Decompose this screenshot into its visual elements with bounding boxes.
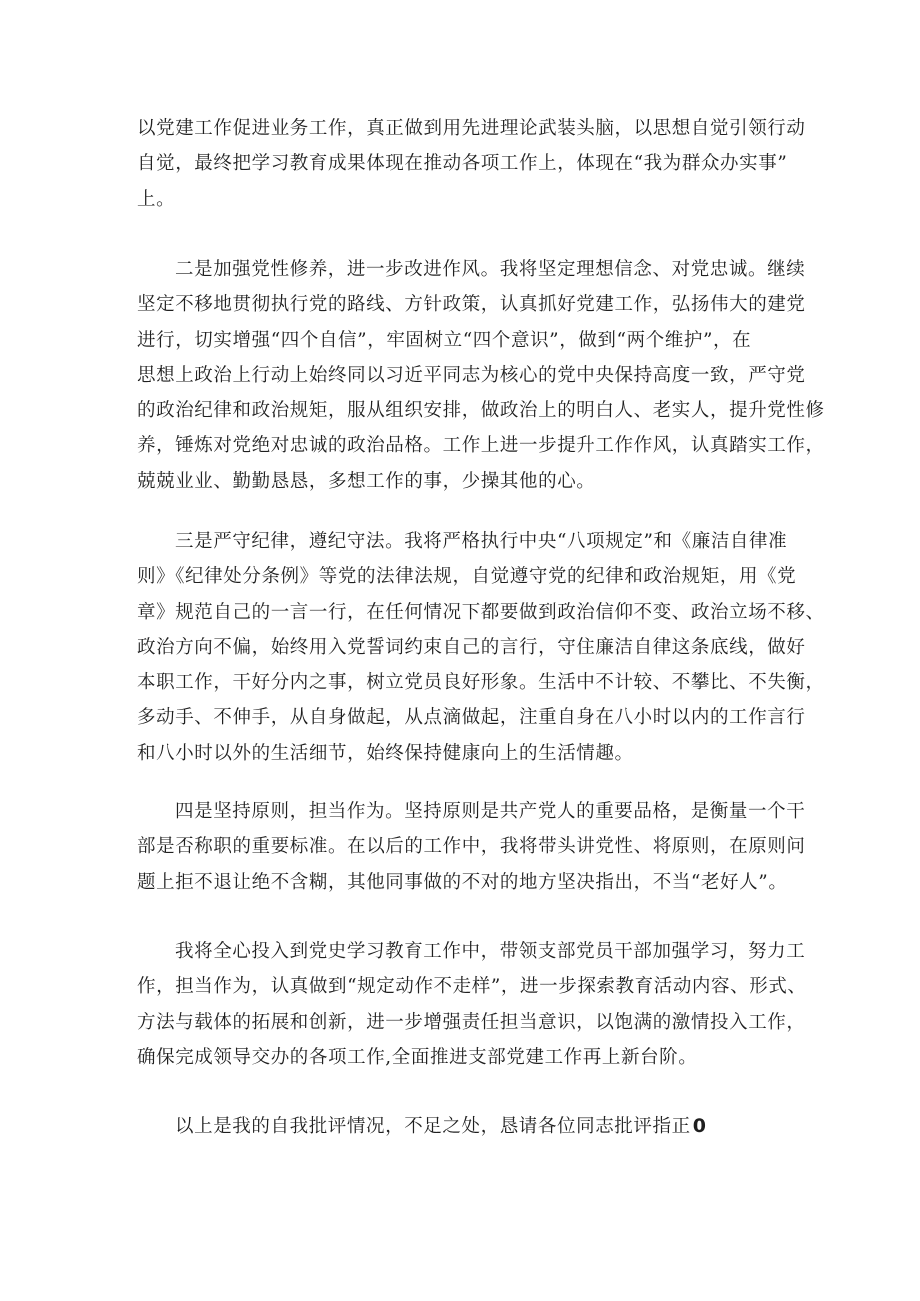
text-line: 作，担当作为，认真做到“规定动作不走样”，进一步探索教育活动内容、形式、 — [137, 976, 807, 998]
text-line: 多动手、不伸手，从自身做起，从点滴做起，注重自身在八小时以内的工作言行 — [137, 707, 806, 729]
paragraph-principles — [137, 794, 806, 900]
text-line: 我将全心投入到党史学习教育工作中，带领支部党员干部加强学习，努力工 — [175, 941, 806, 962]
text-line: 政治方向不偏，始终用入党誓词约束自己的言行，守住廉洁自律这条底线，做好 — [137, 636, 806, 658]
text-line: 以党建工作促进业务工作，真正做到用先进理论武装头脑，以思想自觉引领行动 — [137, 118, 806, 139]
text-line: 题上拒不退让绝不含糊，其他同事做的不对的地方坚决指出，不当“老好人”。 — [137, 871, 788, 893]
text-line: 和八小时以外的生活细节，始终保持健康向上的生活情趣。 — [137, 742, 634, 764]
text-line: 进行，切实增强“四个自信”，牢固树立“四个意识”，做到“两个维护”，在 — [137, 329, 752, 351]
text-line: 四是坚持原则，担当作为。坚持原则是共产党人的重要品格，是衡量一个干 — [175, 801, 806, 822]
text-line: 上。 — [137, 188, 176, 210]
text-line: 坚定不移地贯彻执行党的路线、方针政策，认真抓好党建工作，弘扬伟大的建党 — [137, 294, 806, 316]
text-line: 兢兢业业、勤勤恳恳，多想工作的事，少操其他的心。 — [137, 470, 596, 492]
text-line: 章》规范自己的一言一行，在任何情况下都要做到政治信仰不变、政治立场不移、 — [137, 601, 825, 623]
closing-line — [137, 1109, 797, 1144]
text-line: 方法与载体的拓展和创新，进一步增强责任担当意识，以饱满的激情投入工作， — [137, 1011, 806, 1033]
text-line: 养，锤炼对党绝对忠诚的政治品格。工作上进一步提升工作作风，认真踏实工作， — [137, 435, 825, 457]
text-line: 思想上政治上行动上始终同以习近平同志为核心的党中央保持高度一致，严守党 — [137, 364, 806, 386]
text-line: 的政治纪律和政治规矩，服从组织安排，做政治上的明白人、老实人，提升党性修 — [137, 400, 825, 422]
text-line: 自觉，最终把学习教育成果体现在推动各项工作上，体现在“我为群众办实事” — [137, 153, 788, 175]
text-line: 则》《纪律处分条例》等党的法律法规，自觉遵守党的纪律和政治规矩，用《党 — [137, 566, 797, 588]
closing-text: 以上是我的自我批评情况，不足之处，恳请各位同志批评指正 — [175, 1116, 691, 1137]
text-line: 本职工作，干好分内之事，树立党员良好形象。生活中不计较、不攀比、不失衡， — [137, 672, 825, 694]
paragraph-commitment — [137, 934, 807, 1075]
text-line: 三是严守纪律，遵纪守法。我将严格执行中央“八项规定”和《廉洁自律准 — [175, 531, 788, 552]
paragraph-discipline — [137, 524, 825, 771]
text-line: 部是否称职的重要标准。在以后的工作中，我将带头讲党性、将原则，在原则问 — [137, 836, 806, 858]
text-line: 二是加强党性修养，进一步改进作风。我将坚定理想信念、对党忠诚。继续 — [175, 259, 806, 280]
paragraph-intro-continuation — [137, 111, 806, 217]
trailing-mark: 0 — [692, 1115, 707, 1137]
paragraph-closing — [137, 1109, 797, 1144]
paragraph-party-spirit — [137, 252, 825, 499]
text-line: 确保完成领导交办的各项工作,全面推进支部党建工作再上新台阶。 — [137, 1046, 698, 1068]
